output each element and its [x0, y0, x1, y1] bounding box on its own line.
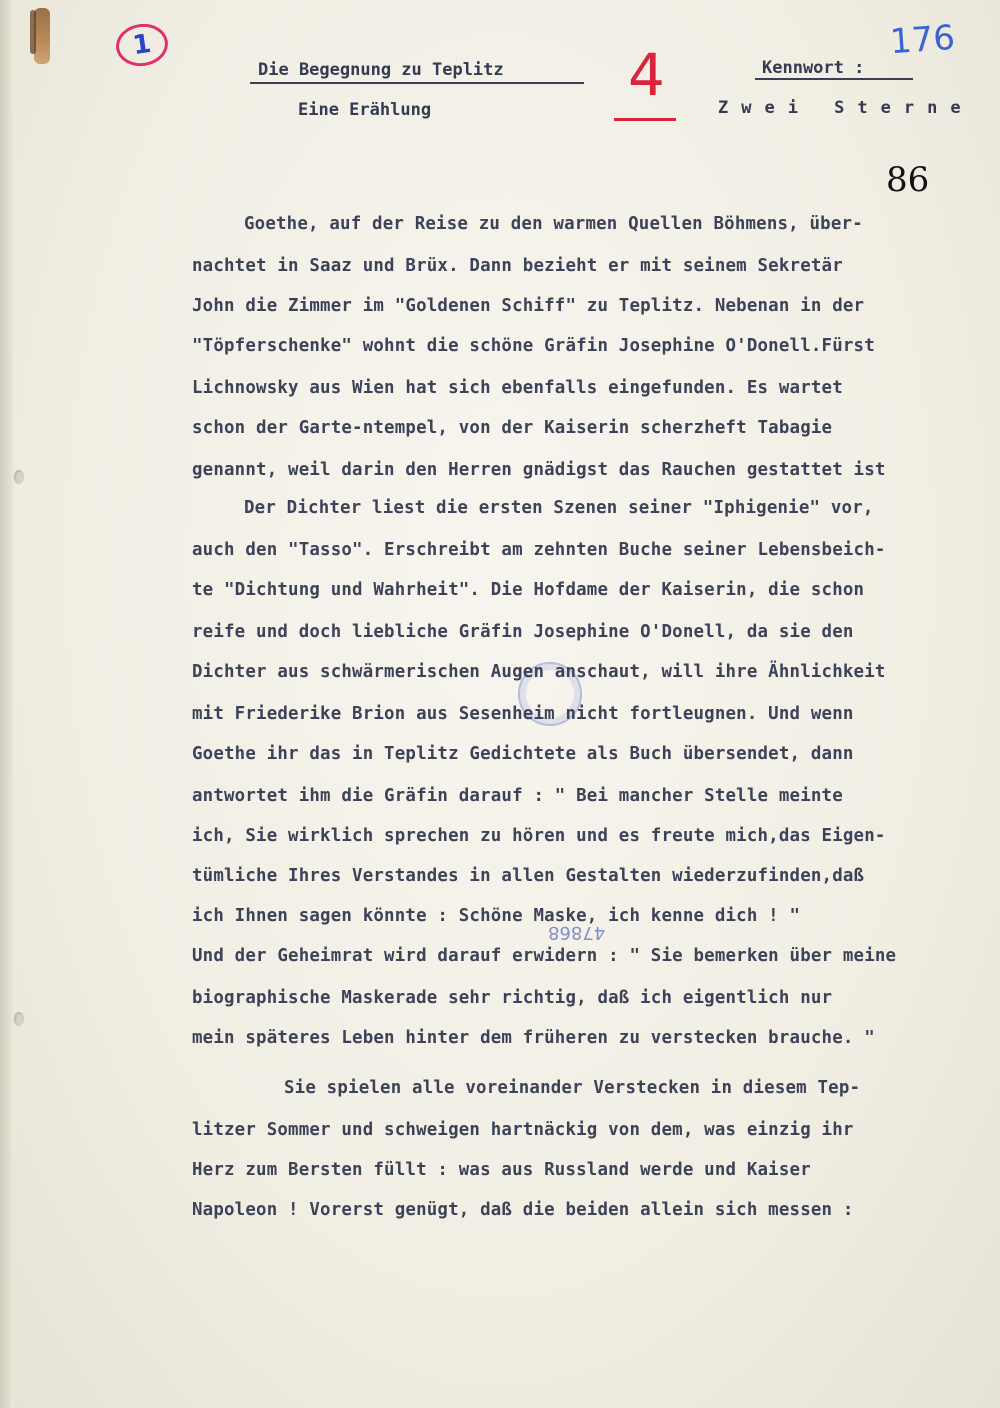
- text-line: Goethe, auf der Reise zu den warmen Quellen Böhmens, über-: [244, 214, 863, 234]
- text-line: "Töpferschenke" wohnt die schöne Gräfin Josephine O'Donell.Fürst: [192, 336, 875, 356]
- text-line: Der Dichter liest die ersten Szenen seiner "Iphigenie" vor,: [244, 498, 874, 518]
- text-line: auch den "Tasso". Erschreibt am zehnten Buche seiner Lebensbeich-: [192, 540, 886, 560]
- punch-hole-top: [14, 470, 24, 484]
- inventory-number-stamp: 47868: [548, 922, 606, 943]
- text-line: John die Zimmer im "Goldenen Schiff" zu Teplitz. Nebenan in der: [192, 296, 865, 316]
- document-subtitle: Eine Erählung: [298, 100, 432, 120]
- red-underline: [614, 118, 676, 121]
- paper-edge: [0, 0, 14, 1408]
- text-line: Lichnowsky aus Wien hat sich ebenfalls eingefunden. Es wartet: [192, 378, 843, 398]
- text-line: biographische Maskerade sehr richtig, daß ich eigentlich nur: [192, 988, 833, 1008]
- text-line: Herz zum Bersten füllt : was aus Russland werde und Kaiser: [192, 1160, 811, 1180]
- page-number: 86: [886, 160, 930, 200]
- kennwort-underline: [755, 78, 913, 80]
- rust-stain: [34, 8, 50, 64]
- text-line: ich Ihnen sagen könnte : Schöne Maske, ich kenne dich ! ": [192, 906, 801, 926]
- text-line: nachtet in Saaz und Brüx. Dann bezieht er mit seinem Sekretär: [192, 256, 843, 276]
- text-line: mein späteres Leben hinter dem früheren zu verstecken brauche. ": [192, 1028, 875, 1048]
- document-title: Die Begegnung zu Teplitz: [258, 60, 504, 80]
- text-line: ich, Sie wirklich sprechen zu hören und es freute mich,das Eigen-: [192, 826, 886, 846]
- rust-stain-dark: [30, 10, 36, 54]
- text-line: tümliche Ihres Verstandes in allen Gestalten wiederzufinden,daß: [192, 866, 865, 886]
- text-line: genannt, weil darin den Herren gnädigst das Rauchen gestattet ist: [192, 460, 886, 480]
- text-line: litzer Sommer und schweigen hartnäckig von dem, was einzig ihr: [192, 1120, 854, 1140]
- kennwort-label: Kennwort :: [762, 58, 865, 78]
- text-line: reife und doch liebliche Gräfin Josephine O'Donell, da sie den: [192, 622, 854, 642]
- title-underline: [250, 82, 584, 84]
- red-handwritten-number: 4: [628, 41, 665, 109]
- text-line: antwortet ihm die Gräfin darauf : " Bei mancher Stelle meinte: [192, 786, 843, 806]
- text-line: Sie spielen alle voreinander Verstecken in diesem Tep-: [284, 1078, 861, 1098]
- punch-hole-bottom: [14, 1012, 24, 1026]
- text-line: te "Dichtung und Wahrheit". Die Hofdame der Kaiserin, die schon: [192, 580, 865, 600]
- text-line: Napoleon ! Vorerst genügt, daß die beiden allein sich messen :: [192, 1200, 854, 1220]
- blue-handwritten-number: 176: [888, 17, 957, 63]
- text-line: schon der Garte-ntempel, von der Kaiserin scherzheft Tabagie: [192, 418, 833, 438]
- text-line: Dichter aus schwärmerischen Augen anschaut, will ihre Ähnlichkeit: [192, 662, 886, 682]
- text-line: Goethe ihr das in Teplitz Gedichtete als Buch übersendet, dann: [192, 744, 854, 764]
- text-line: mit Friederike Brion aus Sesenheim nicht fortleugnen. Und wenn: [192, 704, 854, 724]
- circled-number-annotation: 1: [113, 21, 170, 70]
- text-line: Und der Geheimrat wird darauf erwidern : " Sie bemerken über meine: [192, 946, 897, 966]
- kennwort-value: Zwei Sterne: [718, 98, 974, 118]
